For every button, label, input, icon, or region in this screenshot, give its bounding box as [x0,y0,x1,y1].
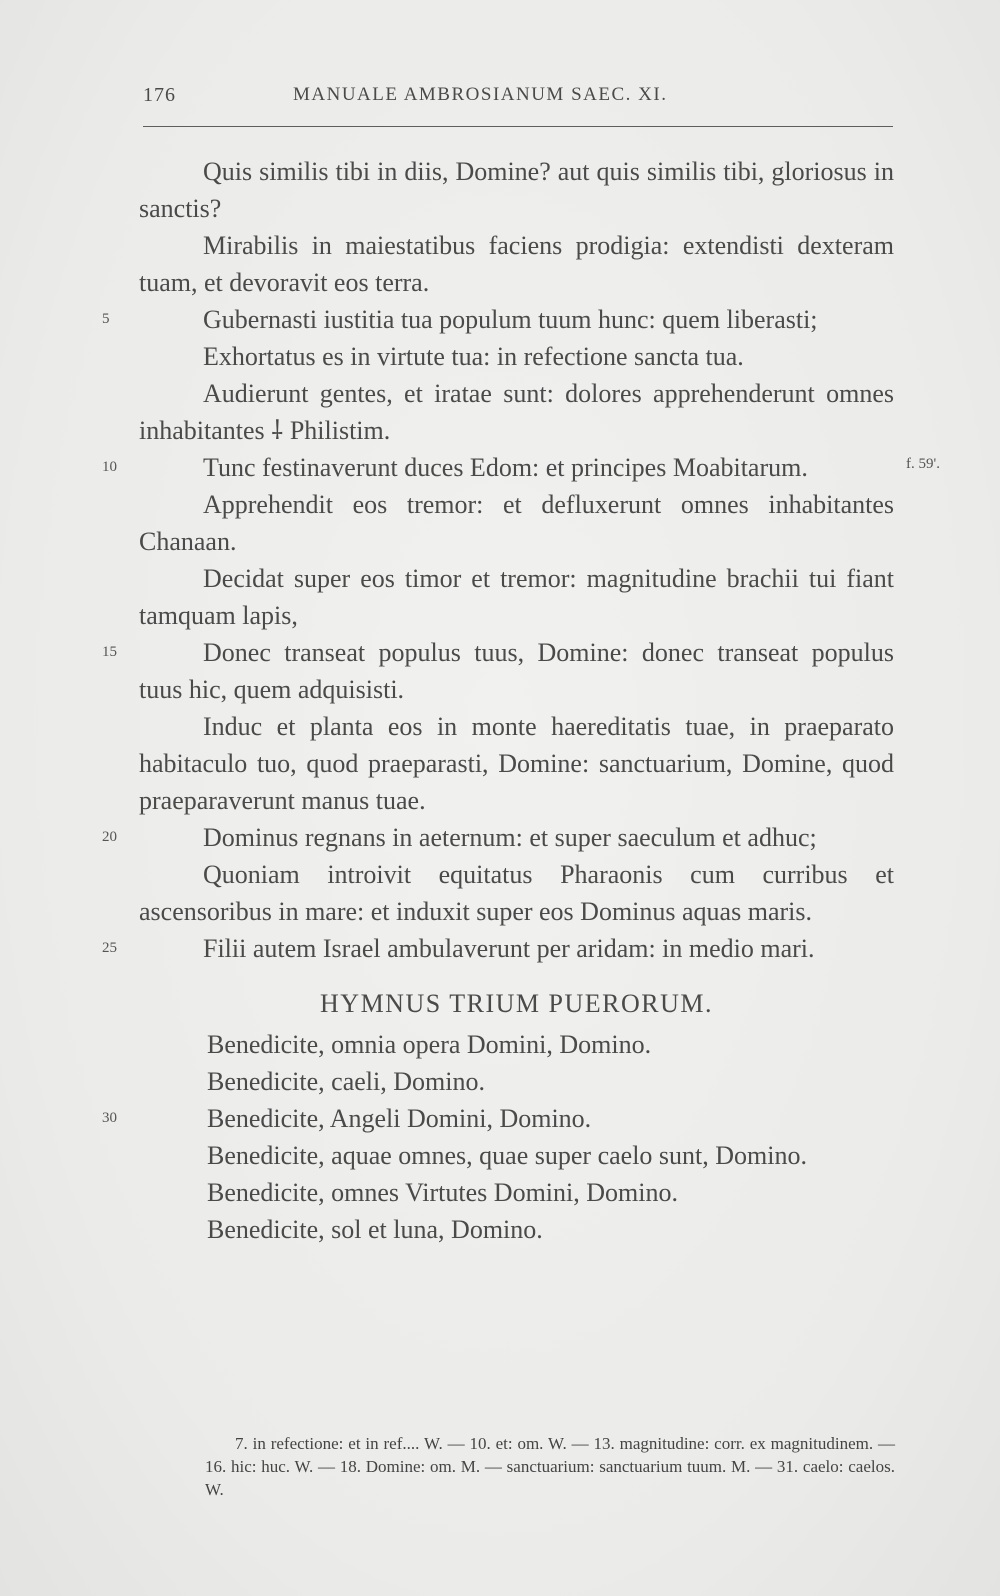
line-number: 10 [102,459,117,475]
hymn-line: Benedicite, omnia opera Domini, Domino. [207,1030,652,1059]
running-title: MANUALE AMBROSIANUM SAEC. XI. [293,84,668,105]
line-number: 5 [102,311,110,327]
body-text [102,153,894,1248]
hymn-line: Benedicite, omnes Virtutes Domini, Domino. [207,1178,678,1207]
verse: Apprehendit eos tremor: et defluxerunt omnes inhabitantes Chanaan. [139,490,894,556]
hymn-line: Benedicite, caeli, Domino. [207,1067,485,1096]
footnote-text: 7. in refectione: et in ref.... W. — 10. et: om. W. — 13. magnitudine: corr. ex magnitudinem. — 16. hic: huc. W. — 18. Domine: om. M. — sanctuarium: sanctuarium tuum. M. — 31. caelo: caelos. W. [205,1434,895,1499]
verse: Quoniam introivit equitatus Pharaonis cum curribus et ascensoribus in mare: et induxit super eos Dominus aquas maris. [139,860,894,926]
verse: 25 Filii autem Israel ambulaverunt per aridam: in medio mari. [139,930,894,967]
verse: Exhortatus es in virtute tua: in refectione sancta tua. [203,342,744,371]
line-number: 30 [102,1110,117,1126]
verse: Decidat super eos timor et tremor: magnitudine brachii tui fiant tamquam lapis, [139,564,894,630]
folio-margin-note: f. 59'. [906,456,940,472]
verse: 10 Tunc festinaverunt duces Edom: et principes Moabitarum. [139,449,894,486]
hymn-line: 30 Benedicite, Angeli Domini, Domino. [207,1100,894,1137]
line-number: 15 [102,644,117,660]
verse: Quis similis tibi in diis, Domine? aut quis similis tibi, gloriosus in sanctis? [139,157,894,223]
page-number: 176 [143,84,176,106]
verse: 5 Gubernasti iustitia tua populum tuum hunc: quem liberasti; [139,301,894,338]
footnotes [205,1432,895,1501]
verse: Mirabilis in maiestatibus faciens prodigia: extendisti dexteram tuam, et devoravit eos terra. [139,231,894,297]
line-number: 20 [102,829,117,845]
page-header [143,78,893,112]
section-heading: HYMNUS TRIUM PUERORUM. [320,989,713,1018]
hymn-line: Benedicite, sol et luna, Domino. [207,1215,543,1244]
hymn-line: Benedicite, aquae omnes, quae super caelo sunt, Domino. [207,1141,807,1170]
verse: 20 Dominus regnans in aeternum: et super saeculum et adhuc; [139,819,894,856]
verse: Induc et planta eos in monte haereditatis tuae, in praeparato habitaculo tuo, quod praeparasti, Domine: sanctuarium, Domine, quod praeparaverunt manus tuae. [139,712,894,815]
verse: 15 Donec transeat populus tuus, Domine: donec transeat populus tuus hic, quem adquisisti. [139,634,894,708]
verse: Audierunt gentes, et iratae sunt: dolores apprehenderunt omnes inhabitantes ⸸ Philistim. [139,379,894,445]
header-rule [143,126,893,127]
line-number: 25 [102,940,117,956]
